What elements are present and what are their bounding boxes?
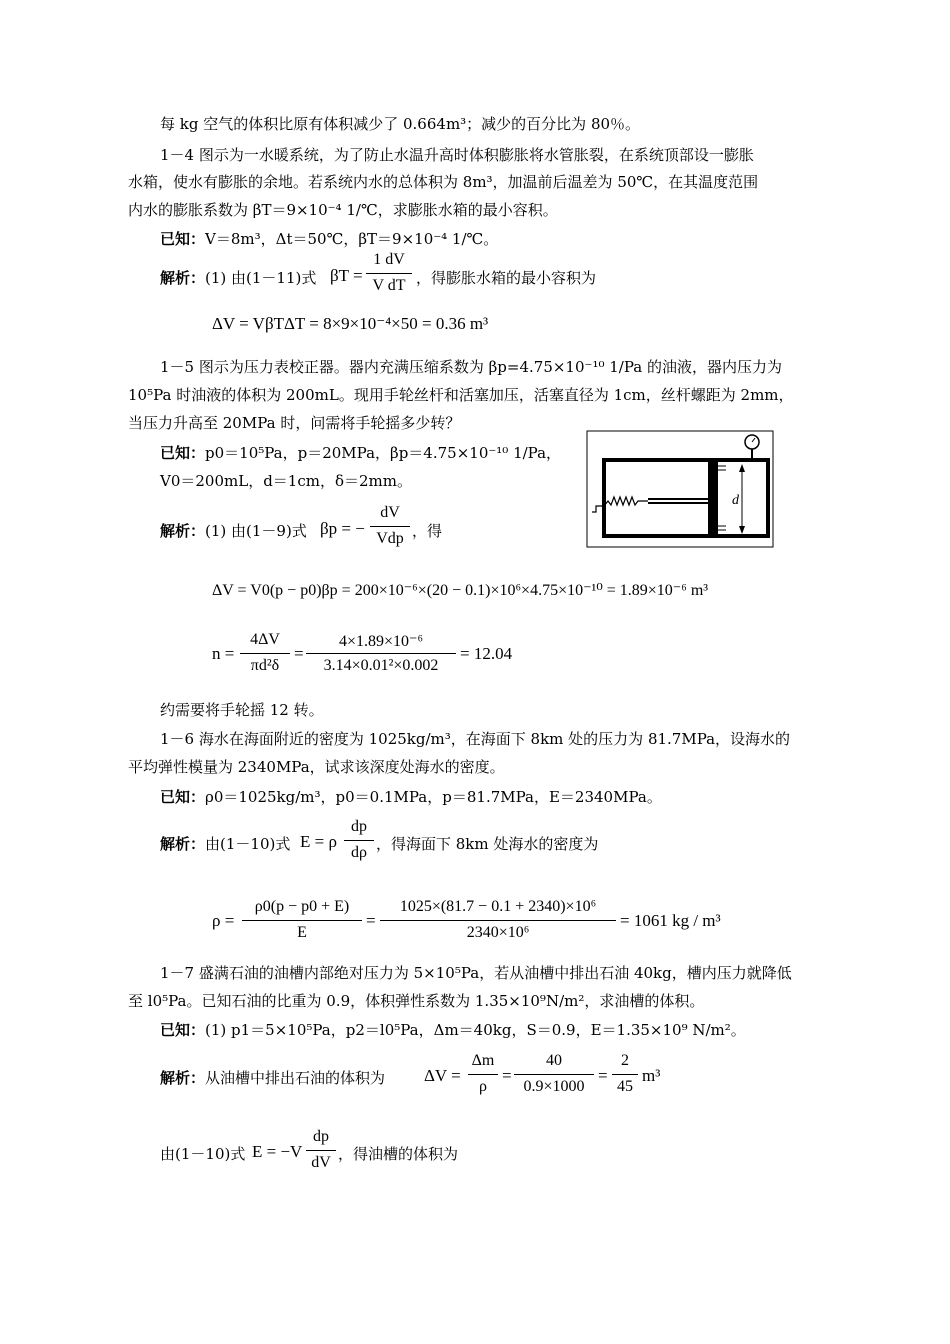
fraction-bar: [612, 1074, 638, 1075]
fraction-numerator: Δm: [471, 1052, 495, 1069]
problem-1-6: 1－6 海水在海面附近的密度为 1025kg/m³，在海面下 8km 处的压力为 81.7MPa，设海水的: [160, 730, 791, 748]
fraction-bar: [380, 920, 616, 921]
fraction-denominator: 45: [617, 1078, 633, 1095]
fraction-denominator: πd²δ: [250, 657, 280, 674]
known-1-5: V0＝200mL，d＝1cm，δ＝2mm。: [160, 472, 412, 490]
fraction-bar: [242, 920, 362, 921]
problem-1-7: 至 l0⁵Pa。已知石油的比重为 0.9，体积弹性系数为 1.35×10⁹N/m²，求油槽的体积。: [128, 992, 705, 1010]
text-line: 每 kg 空气的体积比原有体积减少了 0.664m³；减少的百分比为 80％。: [160, 115, 641, 133]
problem-1-4: 内水的膨胀系数为 βT＝9×10⁻⁴ 1/℃，求膨胀水箱的最小容积。: [128, 201, 558, 219]
known-label: 已知：: [160, 444, 206, 462]
analysis-1-7: [160, 1068, 385, 1088]
analysis-text: ，得膨胀水箱的最小容积为: [416, 269, 597, 287]
known-label: 已知：: [160, 1021, 206, 1039]
fraction-bar: [306, 1150, 336, 1151]
fraction-numerator: 1025×(81.7 − 0.1 + 2340)×10⁶: [399, 898, 597, 915]
known-1-6: [160, 787, 662, 807]
analysis-label: 解析：: [160, 269, 206, 287]
equation-result: = 1061 kg / m³: [620, 911, 721, 930]
analysis-1-6: [160, 834, 290, 854]
fraction-numerator: 2: [621, 1052, 629, 1069]
problem-1-5: 当压力升高至 20MPa 时，问需将手轮摇多少转？: [128, 414, 461, 432]
fraction-denominator: dV: [311, 1154, 331, 1171]
known-label: 已知：: [160, 230, 206, 248]
problem-1-5: 10⁵Pa 时油液的体积为 200mL。现用手轮丝杆和活塞加压，活塞直径为 1cm，丝杆螺距为 2mm，: [128, 386, 794, 404]
known-1-7: [160, 1020, 746, 1040]
result-text: 约需要将手轮摇 12 转。: [160, 701, 324, 719]
equation-lhs: ρ =: [212, 911, 235, 930]
equals-sign: =: [502, 1066, 512, 1085]
formula-lhs: E = ρ: [300, 832, 337, 851]
fraction-numerator: 4ΔV: [250, 631, 280, 648]
problem-1-4: 水箱，使水有膨胀的余地。若系统内水的总体积为 8m³，加温前后温差为 50℃，在其温度范围: [128, 173, 759, 191]
figure-d-label: d: [732, 493, 739, 508]
analysis-label: 解析：: [160, 835, 206, 853]
analysis-label: 解析：: [160, 1069, 206, 1087]
equals-sign: =: [598, 1066, 608, 1085]
equation-lhs: n =: [212, 644, 235, 663]
analysis-label: 解析：: [160, 522, 206, 540]
fraction-denominator: Vdp: [376, 530, 404, 547]
analysis-1-5: [160, 521, 307, 541]
analysis-text: ，得: [412, 522, 443, 540]
fraction-denominator: 2340×10⁶: [466, 924, 530, 941]
text-line: 由(1－10)式: [160, 1145, 246, 1163]
fraction-denominator: 0.9×1000: [523, 1078, 585, 1095]
equals-sign: =: [294, 644, 304, 663]
fraction-numerator: dp: [351, 818, 367, 835]
analysis-text: 由(1－10)式: [205, 835, 291, 853]
formula-lhs: βT =: [330, 266, 363, 285]
fraction-numerator: 1 dV: [373, 251, 405, 268]
analysis-text: (1) 由(1－11)式: [205, 269, 317, 287]
problem-1-6: 平均弹性模量为 2340MPa，试求该深度处海水的密度。: [128, 758, 505, 776]
formula-lhs: E = −V: [252, 1142, 303, 1161]
problem-1-5: 1－5 图示为压力表校正器。器内充满压缩系数为 βp=4.75×10⁻¹⁰ 1/Pa 的油液，器内压力为: [160, 358, 782, 376]
known-1-4: [160, 229, 498, 249]
analysis-text: ，得海面下 8km 处海水的密度为: [376, 835, 599, 853]
fraction-bar: [366, 273, 412, 274]
fraction-bar: [306, 653, 456, 654]
analysis-text: 从油槽中排出石油的体积为: [205, 1069, 386, 1087]
analysis-1-4: [160, 268, 316, 288]
fraction-numerator: ρ0(p − p0 + E): [254, 898, 350, 915]
known-1-5: [160, 443, 561, 463]
fraction-bar: [370, 526, 410, 527]
problem-1-4: 1－4 图示为一水暖系统，为了防止水温升高时体积膨胀将水管胀裂，在系统顶部设一膨胀: [160, 146, 754, 164]
fraction-bar: [468, 1074, 498, 1075]
equation: ΔV = VβTΔT = 8×9×10⁻⁴×50 = 0.36 m³: [212, 314, 489, 333]
unit-label: m³: [642, 1066, 661, 1085]
fraction-numerator: dp: [313, 1128, 329, 1145]
formula-lhs: ΔV =: [424, 1066, 461, 1085]
problem-1-7: 1－7 盛满石油的油槽内部绝对压力为 5×10⁵Pa，若从油槽中排出石油 40kg，槽内压力就降低: [160, 964, 792, 982]
fraction-denominator: E: [297, 924, 307, 941]
fraction-bar: [240, 653, 290, 654]
formula-lhs: βp = −: [320, 519, 365, 538]
fraction-denominator: 3.14×0.01²×0.002: [323, 657, 439, 674]
known-label: 已知：: [160, 788, 206, 806]
fraction-bar: [514, 1074, 594, 1075]
known-text: p0＝10⁵Pa，p＝20MPa，βp＝4.75×10⁻¹⁰ 1/Pa，: [205, 444, 562, 462]
fraction-numerator: 40: [546, 1052, 562, 1069]
known-text: V＝8m³，Δt＝50℃，βT＝9×10⁻⁴ 1/℃。: [205, 230, 499, 248]
analysis-text: (1) 由(1－9)式: [205, 522, 307, 540]
fraction-denominator: V dT: [372, 277, 406, 294]
fraction-numerator: dV: [380, 504, 400, 521]
fraction-denominator: ρ: [479, 1078, 487, 1095]
equals-sign: =: [366, 911, 376, 930]
fraction-bar: [344, 840, 374, 841]
fraction-denominator: dρ: [351, 844, 367, 861]
equation: ΔV = V0(p − p0)βp = 200×10⁻⁶×(20 − 0.1)×10⁶×4.75×10⁻¹⁰ = 1.89×10⁻⁶ m³: [212, 582, 709, 599]
pressure-calibrator-figure: [586, 430, 776, 550]
fraction-numerator: 4×1.89×10⁻⁶: [338, 633, 424, 650]
text-line: ，得油槽的体积为: [338, 1145, 459, 1163]
known-text: (1) p1＝5×10⁵Pa，p2＝l0⁵Pa，Δm＝40kg，S＝0.9，E＝1.35×10⁹ N/m²。: [205, 1021, 746, 1039]
equation-result: = 12.04: [460, 644, 513, 663]
known-text: ρ0＝1025kg/m³，p0＝0.1MPa，p＝81.7MPa，E＝2340MPa。: [205, 788, 662, 806]
